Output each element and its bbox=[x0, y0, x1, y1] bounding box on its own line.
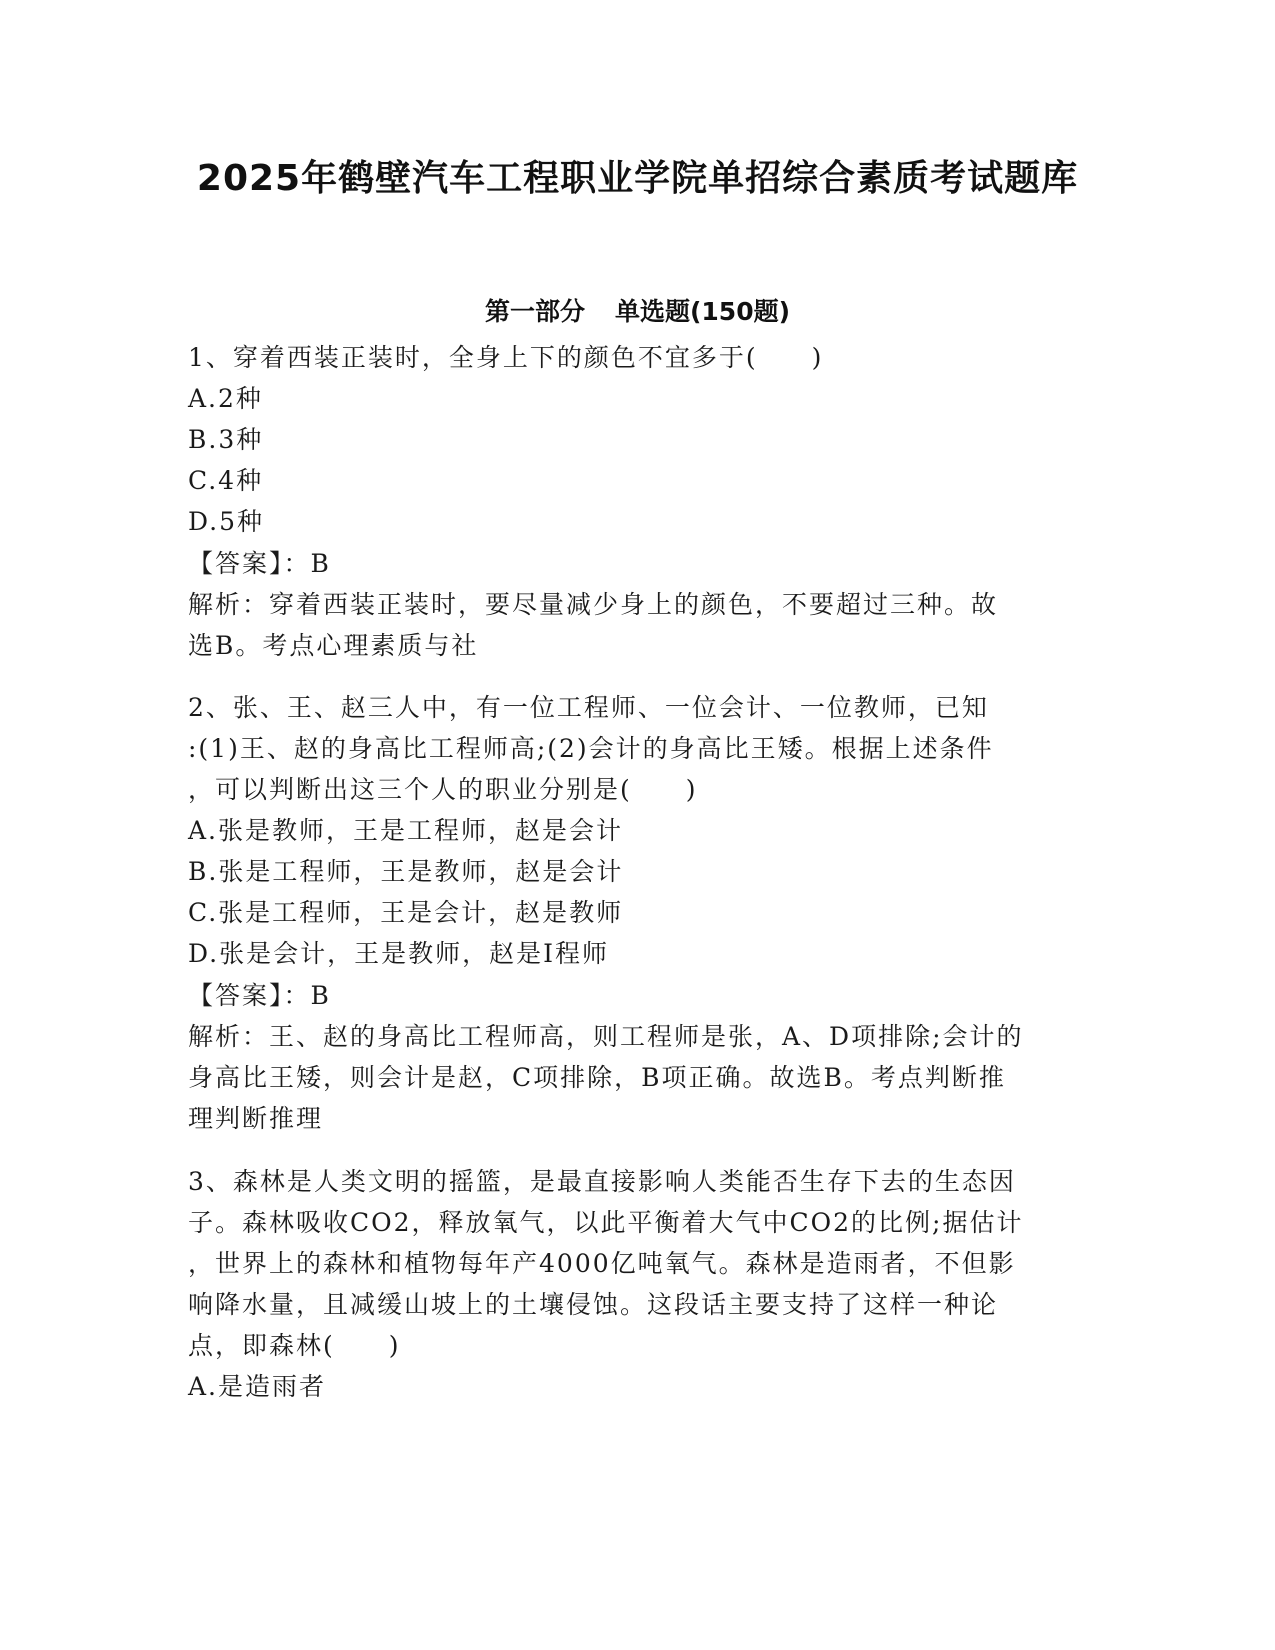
question-3-option-a: A.是造雨者 bbox=[188, 1372, 327, 1401]
question-1-option-a: A.2种 bbox=[188, 384, 263, 413]
question-3-stem-line: ，世界上的森林和植物每年产4000亿吨氧气。森林是造雨者，不但影 bbox=[188, 1249, 1016, 1278]
question-2-analysis-line: 解析：王、赵的身高比工程师高，则工程师是张，A、D项排除;会计的 bbox=[188, 1022, 1024, 1051]
question-2-stem-line: ，可以判断出这三个人的职业分别是( ) bbox=[188, 775, 698, 804]
question-2-stem-line: :(1)王、赵的身高比工程师高;(2)会计的身高比王矮。根据上述条件 bbox=[188, 734, 994, 763]
section-part: 第一部分 bbox=[484, 297, 585, 326]
section-name: 单选题(150题) bbox=[614, 297, 791, 326]
question-1-answer: 【答案】：B bbox=[188, 549, 331, 578]
question-1-option-d: D.5种 bbox=[188, 507, 265, 536]
question-2-stem-line: 2、张、王、赵三人中，有一位工程师、一位会计、一位教师，已知 bbox=[188, 693, 989, 722]
question-1-analysis-line: 解析：穿着西装正装时，要尽量减少身上的颜色，不要超过三种。故 bbox=[188, 590, 999, 619]
question-2-analysis-line: 理判断推理 bbox=[188, 1104, 324, 1133]
question-3-stem-line: 响降水量，且减缓山坡上的土壤侵蚀。这段话主要支持了这样一种论 bbox=[188, 1290, 999, 1319]
question-2-option-b: B.张是工程师，王是教师，赵是会计 bbox=[188, 857, 624, 886]
question-2-analysis-line: 身高比王矮，则会计是赵，C项排除，B项正确。故选B。考点判断推 bbox=[188, 1063, 1006, 1092]
question-1-option-c: C.4种 bbox=[188, 466, 264, 495]
question-2-option-d: D.张是会计，王是教师，赵是I程师 bbox=[188, 939, 609, 968]
question-1-stem: 1、穿着西装正装时，全身上下的颜色不宜多于( ) bbox=[188, 343, 824, 372]
question-3-stem-line: 子。森林吸收CO2，释放氧气，以此平衡着大气中CO2的比例;据估计 bbox=[188, 1208, 1024, 1237]
question-3-stem-line: 点，即森林( ) bbox=[188, 1331, 401, 1360]
section-heading bbox=[0, 292, 1275, 328]
question-2-option-a: A.张是教师，王是工程师，赵是会计 bbox=[188, 816, 624, 845]
question-2-option-c: C.张是工程师，王是会计，赵是教师 bbox=[188, 898, 624, 927]
question-3-stem-line: 3、森林是人类文明的摇篮，是最直接影响人类能否生存下去的生态因 bbox=[188, 1167, 1016, 1196]
question-1-option-b: B.3种 bbox=[188, 425, 264, 454]
document-title: 2025年鹤壁汽车工程职业学院单招综合素质考试题库 bbox=[196, 158, 1079, 199]
question-2-answer: 【答案】：B bbox=[188, 981, 331, 1010]
question-1-analysis-line: 选B。考点心理素质与社 bbox=[188, 631, 479, 660]
